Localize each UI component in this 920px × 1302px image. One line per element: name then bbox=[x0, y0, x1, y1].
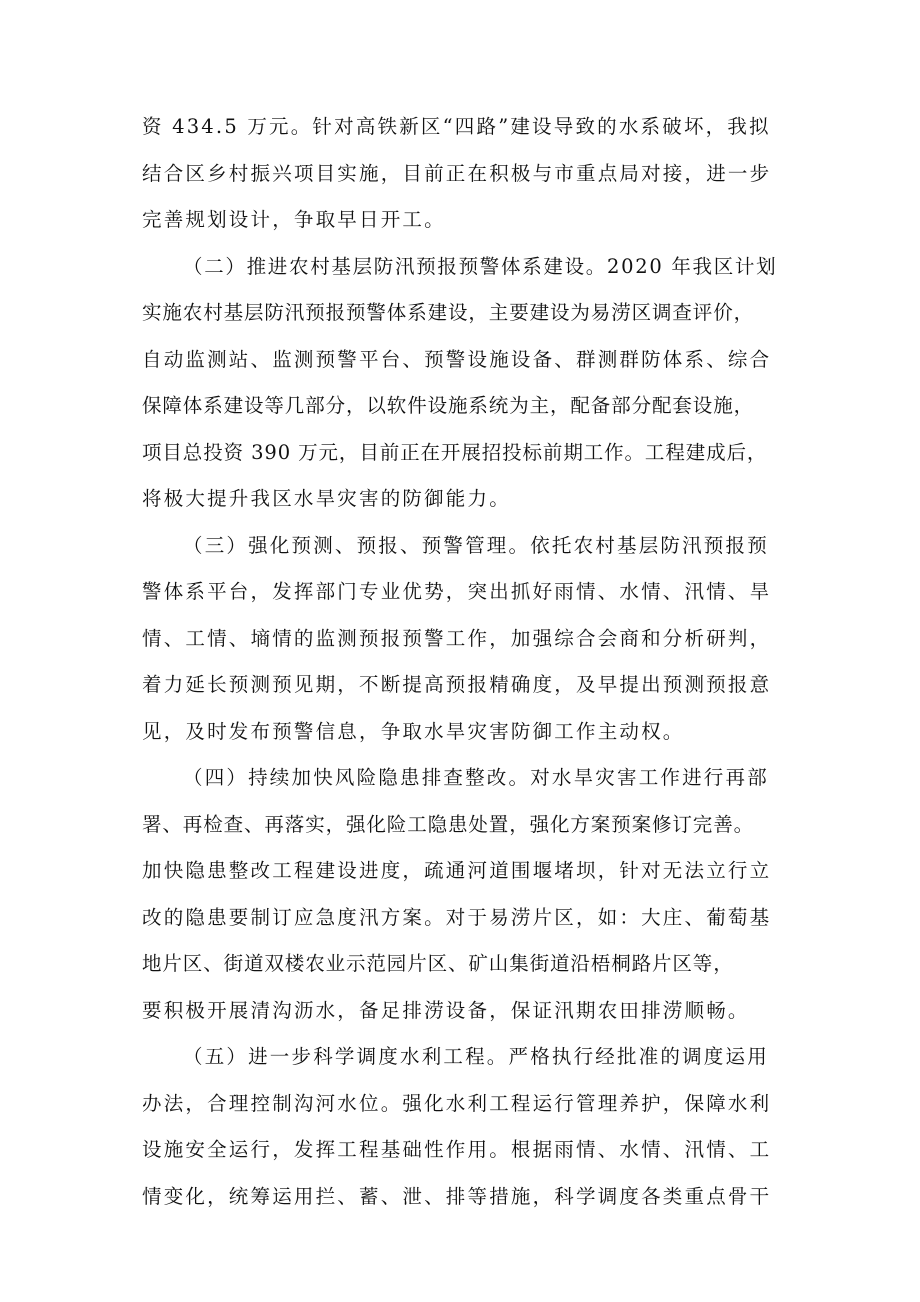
paragraph-3 bbox=[142, 523, 797, 756]
text-line: （五）进一步科学调度水利工程。严格执行经批准的调度运用 bbox=[183, 1045, 769, 1068]
text-line: 实施农村基层防汛预报预警体系建设，主要建设为易涝区调查评价， bbox=[142, 301, 755, 324]
text-line: 改的隐患要制订应急度汛方案。对于易涝片区，如：大庄、葡萄基 bbox=[142, 905, 772, 929]
text-line: 要积极开展清沟沥水，备足排涝设备，保证汛期农田排涝顺畅。 bbox=[142, 998, 750, 1022]
text-line: 情、工情、墒情的监测预报预警工作，加强综合会商和分析研判， bbox=[142, 626, 772, 650]
paragraph-5 bbox=[142, 1034, 797, 1220]
text-line: 见，及时发布预警信息，争取水旱灾害防御工作主动权。 bbox=[142, 719, 685, 743]
text-line: 将极大提升我区水旱灾害的防御能力。 bbox=[142, 487, 511, 510]
paragraph-4 bbox=[142, 755, 797, 1034]
text-line: 保障体系建设等几部分，以软件设施系统为主，配备部分配套设施， bbox=[142, 394, 755, 417]
text-line: 自动监测站、监测预警平台、预警设施设备、群测群防体系、综合 bbox=[142, 347, 772, 371]
text-line: 项目总投资 390 万元，目前正在开展招投标前期工作。工程建成后， bbox=[142, 440, 768, 464]
text-line: 地片区、街道双楼农业示范园片区、矿山集街道沿梧桐路片区等， bbox=[142, 952, 734, 975]
text-line: 着力延长预测预见期，不断提高预报精确度，及早提出预测预报意 bbox=[142, 673, 772, 696]
text-line: （四）持续加快风险隐患排查整改。对水旱灾害工作进行再部 bbox=[183, 766, 769, 789]
text-line: 结合区乡村振兴项目实施，目前正在积极与市重点局对接，进一步 bbox=[142, 161, 772, 185]
text-line: 加快隐患整改工程建设进度，疏通河道围堰堵坝，针对无法立行立 bbox=[142, 859, 772, 882]
text-line: （三）强化预测、预报、预警管理。依托农村基层防汛预报预 bbox=[183, 533, 769, 557]
text-line: 情变化，统筹运用拦、蓄、泄、排等措施，科学调度各类重点骨干 bbox=[142, 1184, 772, 1208]
text-line: 署、再检查、再落实，强化险工隐患处置，强化方案预案修订完善。 bbox=[142, 812, 755, 836]
paragraph-2 bbox=[142, 244, 797, 523]
text-line: 资 434.5 万元。针对高铁新区“四路”建设导致的水系破坏，我拟 bbox=[142, 115, 771, 138]
text-line: 设施安全运行，发挥工程基础性作用。根据雨情、水情、汛情、工 bbox=[142, 1138, 772, 1161]
text-line: 办法，合理控制沟河水位。强化水利工程运行管理养护，保障水利 bbox=[142, 1091, 772, 1115]
text-line: 完善规划设计，争取早日开工。 bbox=[142, 208, 446, 231]
document-body bbox=[142, 104, 797, 1220]
text-line: （二）推进农村基层防汛预报预警体系建设。2020 年我区计划 bbox=[183, 254, 778, 278]
text-line: 警体系平台，发挥部门专业优势，突出抓好雨情、水情、汛情、旱 bbox=[142, 580, 772, 603]
paragraph-continuation bbox=[142, 104, 797, 244]
